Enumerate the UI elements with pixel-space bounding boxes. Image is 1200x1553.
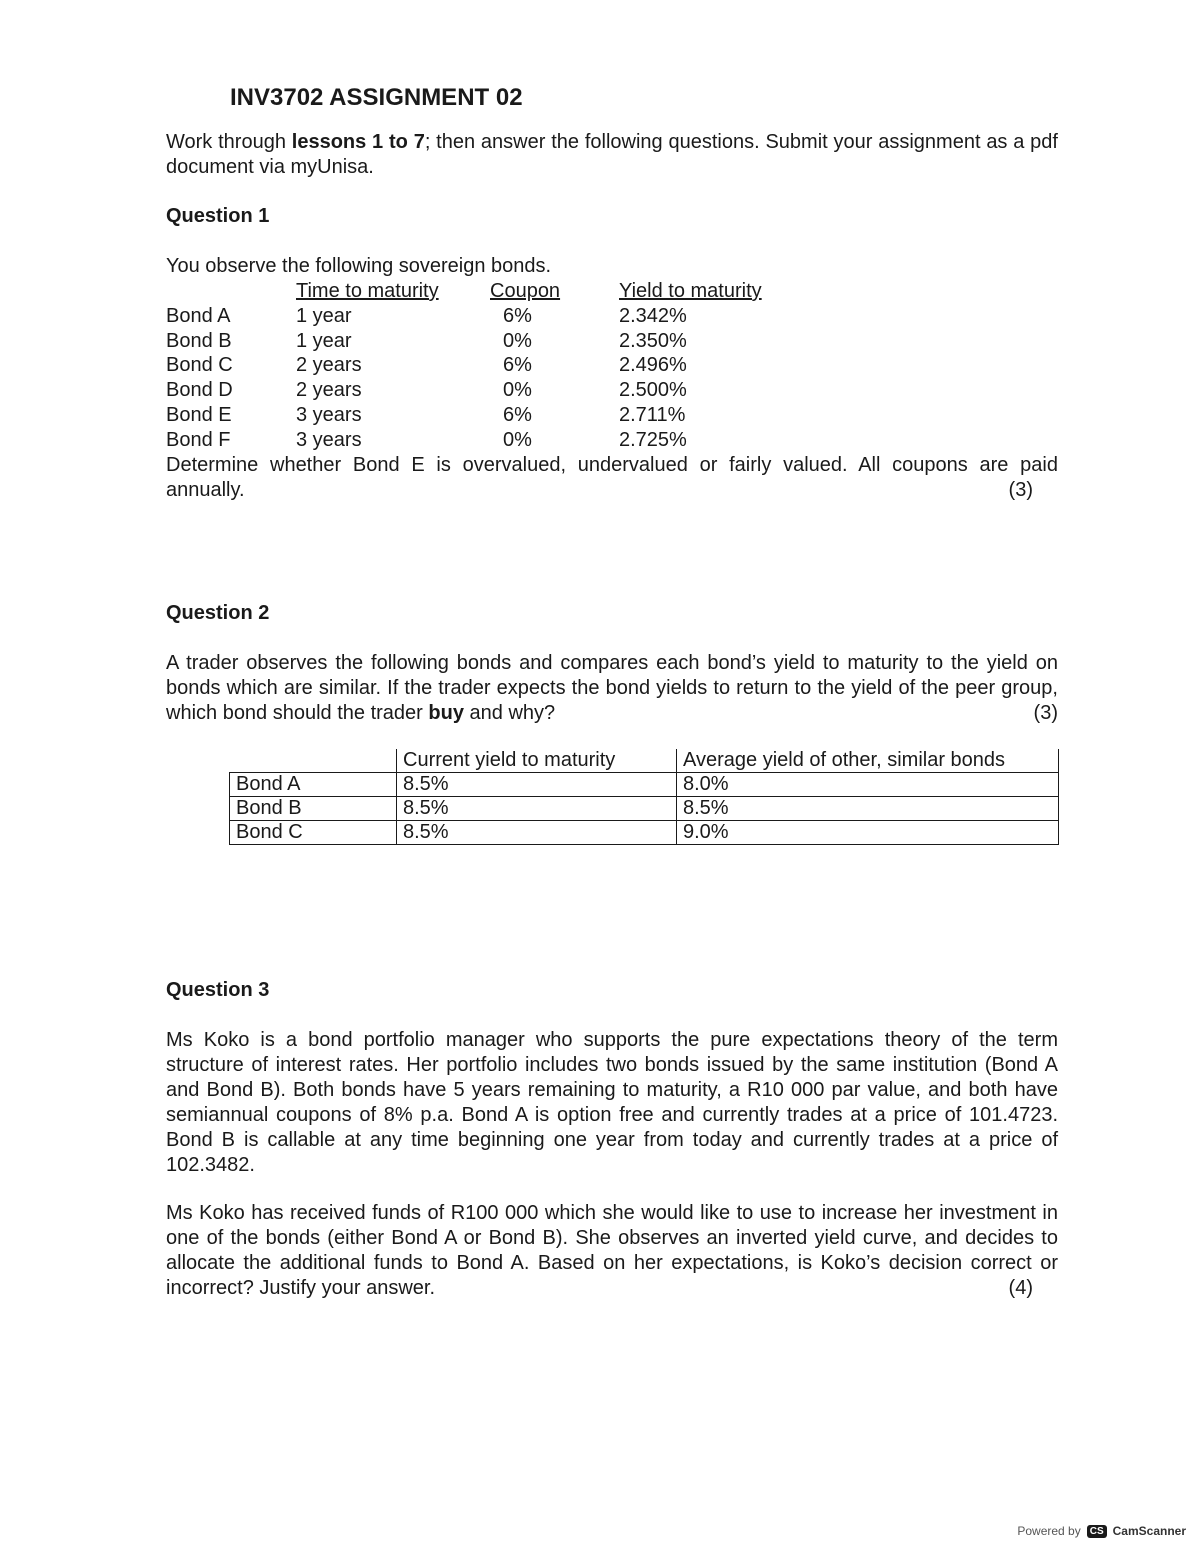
camscanner-watermark: [1017, 1524, 1186, 1538]
intro-paragraph: [166, 130, 1058, 180]
q1-bond-name: Bond C: [166, 354, 233, 377]
q1-maturity: 2 years: [296, 354, 362, 377]
q3-paragraph-1: Ms Koko is a bond portfolio manager who supports the pure expectations theory of the term structure of interest rates. Her portfolio includes two bonds issued by the same institution (Bond A and Bond B). Both bonds have 5 years remaining to maturity, a R10 000 par value, and both have semiannual coupons of 8% p.a. Bond A is option free and currently trades at a price of 101.4723. Bond B is callable at any time beginning one year from today and currently trades at a price of 102.3482.: [166, 1029, 1058, 1176]
q2-paragraph: [166, 651, 1058, 726]
page-title: INV3702 ASSIGNMENT 02: [230, 84, 523, 111]
q1-maturity: 1 year: [296, 304, 352, 327]
q2-text-post: and why?: [463, 702, 556, 724]
q1-header-ytm: Yield to maturity: [619, 280, 762, 302]
table-cell: Bond C: [230, 821, 397, 845]
q1-bond-name: Bond F: [166, 428, 231, 451]
table-cell: 9.0%: [677, 821, 1059, 845]
question-3-heading: Question 3: [166, 979, 270, 1001]
powered-by-text: Powered by: [1017, 1524, 1081, 1538]
intro-text-post: ; then answer the following questions. Submit your assignment as a pdf document via myUnisa.: [166, 131, 1058, 178]
table-row: [230, 821, 1059, 845]
table-row: [230, 797, 1059, 821]
q3-marks: (4): [1008, 1277, 1033, 1299]
q1-bond-name: Bond B: [166, 329, 232, 352]
table-header-row: [230, 749, 1059, 773]
q1-bond-name: Bond D: [166, 379, 233, 402]
q1-question-line2-wrap: [166, 478, 1058, 503]
intro-text-bold: lessons 1 to 7: [291, 131, 425, 153]
q3-paragraph-2: [166, 1201, 1058, 1301]
q1-header-maturity: Time to maturity: [296, 280, 439, 302]
q1-yield: 2.342%: [619, 304, 687, 327]
camscanner-brand: CamScanner: [1112, 1524, 1186, 1538]
q1-question-line2: annually.: [166, 479, 245, 501]
q1-maturity: 3 years: [296, 428, 362, 451]
q1-maturity: 3 years: [296, 404, 362, 426]
table-cell: 8.5%: [397, 773, 677, 797]
q1-yield: 2.350%: [619, 329, 687, 352]
table-cell: Bond A: [230, 773, 397, 797]
q1-yield: 2.500%: [619, 379, 687, 402]
question-1-heading: Question 1: [166, 205, 270, 227]
q1-yield: 2.496%: [619, 354, 687, 377]
table-header-cell: Current yield to maturity: [397, 749, 677, 773]
q1-coupon: 0%: [503, 428, 532, 451]
q1-question: [166, 453, 1058, 503]
q1-maturity: 2 years: [296, 379, 362, 402]
q2-text-pre: A trader observes the following bonds and compares each bond’s yield to maturity to the yield on bonds which are similar. If the trader expects the bond yields to return to the yield of the peer group, which bond should the trader: [166, 652, 1058, 724]
table-cell: 8.0%: [677, 773, 1059, 797]
q1-coupon: 0%: [503, 329, 532, 352]
table-header-cell: [230, 749, 397, 773]
table-header-cell: Average yield of other, similar bonds: [677, 749, 1059, 773]
table-row: [230, 773, 1059, 797]
q3-text: Ms Koko has received funds of R100 000 which she would like to use to increase her investment in one of the bonds (either Bond A or Bond B). She observes an inverted yield curve, and decides to allocate the additional funds to Bond A. Based on her expectations, is Koko’s decision correct or incorrect? Justify your answer.: [166, 1202, 1058, 1299]
q2-text-bold: buy: [428, 702, 464, 724]
q1-coupon: 6%: [503, 304, 532, 327]
q2-bond-table: [229, 749, 1059, 845]
q1-coupon: 0%: [503, 379, 532, 402]
q1-lead: You observe the following sovereign bonds.: [166, 255, 552, 277]
camscanner-logo-icon: CS: [1087, 1525, 1107, 1538]
q2-marks: (3): [1033, 702, 1058, 724]
table-cell: 8.5%: [677, 797, 1059, 821]
q1-bond-table: [166, 279, 1066, 454]
q1-coupon: 6%: [503, 404, 532, 426]
table-cell: 8.5%: [397, 797, 677, 821]
q1-question-line1: Determine whether Bond E is overvalued, undervalued or fairly valued. All coupons are paid: [166, 454, 1058, 476]
q1-header-coupon: Coupon: [490, 280, 561, 302]
question-2-heading: Question 2: [166, 602, 270, 624]
q1-coupon: 6%: [503, 354, 532, 377]
q1-bond-name: Bond E: [166, 404, 232, 426]
table-cell: 8.5%: [397, 821, 677, 845]
q1-marks: (3): [1008, 479, 1033, 501]
q1-maturity: 1 year: [296, 329, 352, 352]
q1-bond-name: Bond A: [166, 304, 231, 327]
q1-yield: 2.711%: [619, 404, 686, 426]
intro-text-pre: Work through: [166, 131, 292, 153]
q1-yield: 2.725%: [619, 428, 687, 451]
table-cell: Bond B: [230, 797, 397, 821]
